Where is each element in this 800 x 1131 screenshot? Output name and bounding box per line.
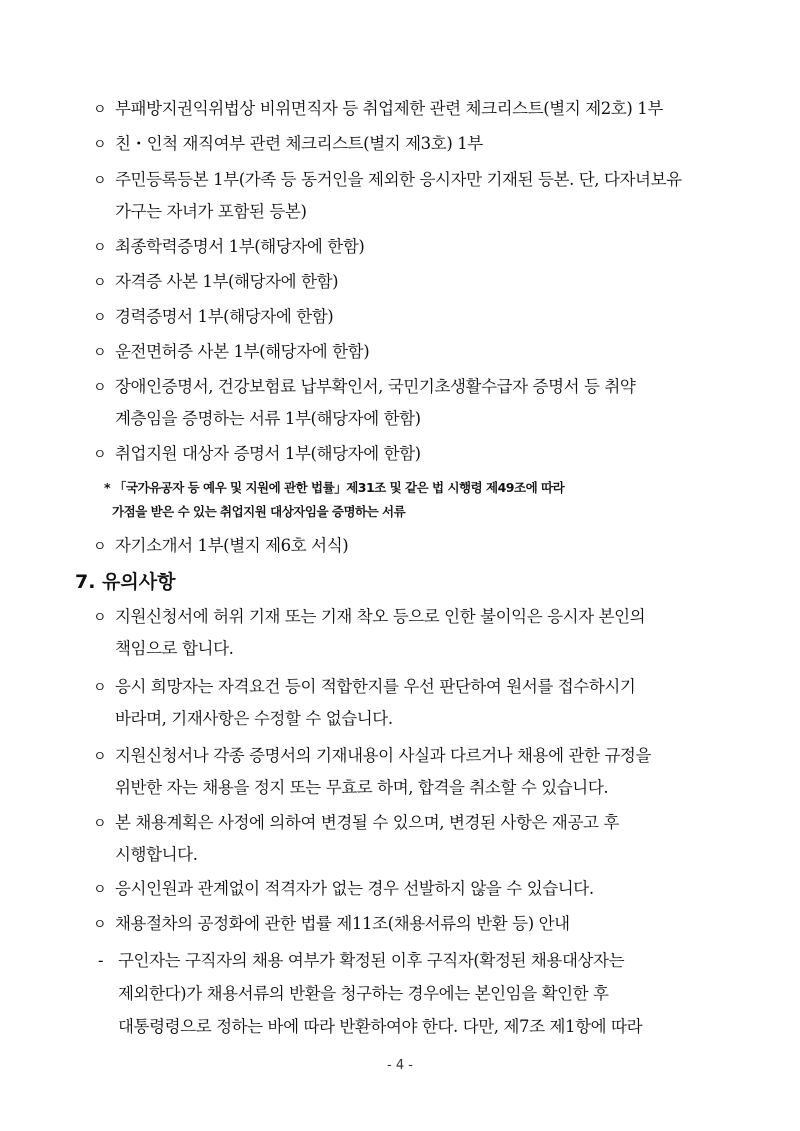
list-item bbox=[93, 376, 635, 399]
dash-item bbox=[98, 950, 624, 972]
bullet-icon: ㅇ bbox=[93, 345, 107, 361]
list-item-text: 지원신청서에 허위 기재 또는 기재 착오 등으로 인한 불이익은 응시자 본인의 bbox=[115, 607, 646, 626]
page-number: - 4 - bbox=[387, 1058, 413, 1073]
dash-item-continuation: 대통령령으로 정하는 바에 따라 반환하여야 한다. 다만, 제7조 제1항에 따라 bbox=[118, 1017, 643, 1036]
list-item-text: 채용절차의 공정화에 관한 법률 제11조(채용서류의 반환 등) 안내 bbox=[115, 914, 570, 933]
bullet-icon: ㅇ bbox=[93, 539, 107, 555]
list-item-text: 자기소개서 1부(별지 제6호 서식) bbox=[115, 536, 349, 555]
list-item-text: 최종학력증명서 1부(해당자에 한함) bbox=[115, 237, 365, 256]
list-item-text: 경력증명서 1부(해당자에 한함) bbox=[115, 307, 334, 326]
list-item bbox=[93, 271, 338, 294]
list-item bbox=[93, 341, 369, 364]
list-item bbox=[93, 812, 619, 835]
list-item bbox=[93, 535, 348, 558]
dash-marker: - bbox=[98, 951, 104, 970]
bullet-icon: ㅇ bbox=[93, 240, 107, 256]
bullet-icon: ㅇ bbox=[93, 173, 107, 189]
list-item bbox=[93, 606, 645, 629]
list-item bbox=[93, 878, 594, 901]
bullet-icon: ㅇ bbox=[93, 137, 107, 153]
list-item bbox=[93, 676, 635, 699]
note-line: * 「국가유공자 등 예우 및 지원에 관한 법률」제31조 및 같은 법 시행령 제49조에 따라 bbox=[104, 480, 565, 495]
list-item-text: 본 채용계획은 사정에 의하여 변경될 수 있으며, 변경된 사항은 재공고 후 bbox=[115, 813, 619, 832]
list-item bbox=[93, 98, 663, 121]
list-item bbox=[93, 133, 483, 156]
list-item-continuation: 시행합니다. bbox=[115, 845, 198, 864]
list-item-text: 부패방지권익위법상 비위면직자 등 취업제한 관련 체크리스트(별지 제2호) 1부 bbox=[115, 99, 663, 118]
note-line: 가점을 받은 수 있는 취업지원 대상자임을 증명하는 서류 bbox=[112, 504, 406, 519]
dash-item-continuation: 제외한다)가 채용서류의 반환을 청구하는 경우에는 본인임을 확인한 후 bbox=[118, 984, 609, 1003]
bullet-icon: ㅇ bbox=[93, 447, 107, 463]
list-item-text: 응시인원과 관계없이 적격자가 없는 경우 선발하지 않을 수 있습니다. bbox=[115, 879, 594, 898]
bullet-icon: ㅇ bbox=[93, 882, 107, 898]
list-item-text: 지원신청서나 각종 증명서의 기재내용이 사실과 다르거나 채용에 관한 규정을 bbox=[115, 746, 652, 765]
bullet-icon: ㅇ bbox=[93, 310, 107, 326]
list-item bbox=[93, 913, 570, 936]
list-item-text: 자격증 사본 1부(해당자에 한함) bbox=[115, 272, 339, 291]
bullet-icon: ㅇ bbox=[93, 917, 107, 933]
list-item-continuation: 가구는 자녀가 포함된 등본) bbox=[115, 202, 307, 221]
list-item bbox=[93, 169, 682, 192]
list-item-continuation: 위반한 자는 채용을 정지 또는 무효로 하며, 합격을 취소할 수 있습니다. bbox=[115, 778, 609, 797]
list-item-text: 응시 희망자는 자격요건 등이 적합한지를 우선 판단하여 원서를 접수하시기 bbox=[115, 677, 636, 696]
list-item-text: 주민등록등본 1부(가족 등 동거인을 제외한 응시자만 기재된 등본. 단, 다자녀보유 bbox=[115, 170, 682, 189]
bullet-icon: ㅇ bbox=[93, 275, 107, 291]
list-item bbox=[93, 745, 651, 768]
section-heading: 7. 유의사항 bbox=[75, 571, 176, 593]
bullet-icon: ㅇ bbox=[93, 610, 107, 626]
list-item bbox=[93, 443, 421, 466]
list-item bbox=[93, 236, 364, 259]
bullet-icon: ㅇ bbox=[93, 380, 107, 396]
list-item-continuation: 책임으로 합니다. bbox=[115, 639, 234, 658]
bullet-icon: ㅇ bbox=[93, 816, 107, 832]
bullet-icon: ㅇ bbox=[93, 102, 107, 118]
list-item-text: 장애인증명서, 건강보험료 납부확인서, 국민기초생활수급자 증명서 등 취약 bbox=[115, 377, 636, 396]
list-item-text: 운전면허증 사본 1부(해당자에 한함) bbox=[115, 342, 370, 361]
list-item-text: 취업지원 대상자 증명서 1부(해당자에 한함) bbox=[115, 444, 421, 463]
list-item bbox=[93, 306, 333, 329]
list-item-text: 친・인척 재직여부 관련 체크리스트(별지 제3호) 1부 bbox=[115, 134, 483, 153]
list-item-continuation: 바라며, 기재사항은 수정할 수 없습니다. bbox=[115, 709, 393, 728]
dash-item-text: 구인자는 구직자의 채용 여부가 확정된 이후 구직자(확정된 채용대상자는 bbox=[118, 951, 625, 970]
bullet-icon: ㅇ bbox=[93, 749, 107, 765]
bullet-icon: ㅇ bbox=[93, 680, 107, 696]
list-item-continuation: 계층임을 증명하는 서류 1부(해당자에 한함) bbox=[115, 409, 421, 428]
